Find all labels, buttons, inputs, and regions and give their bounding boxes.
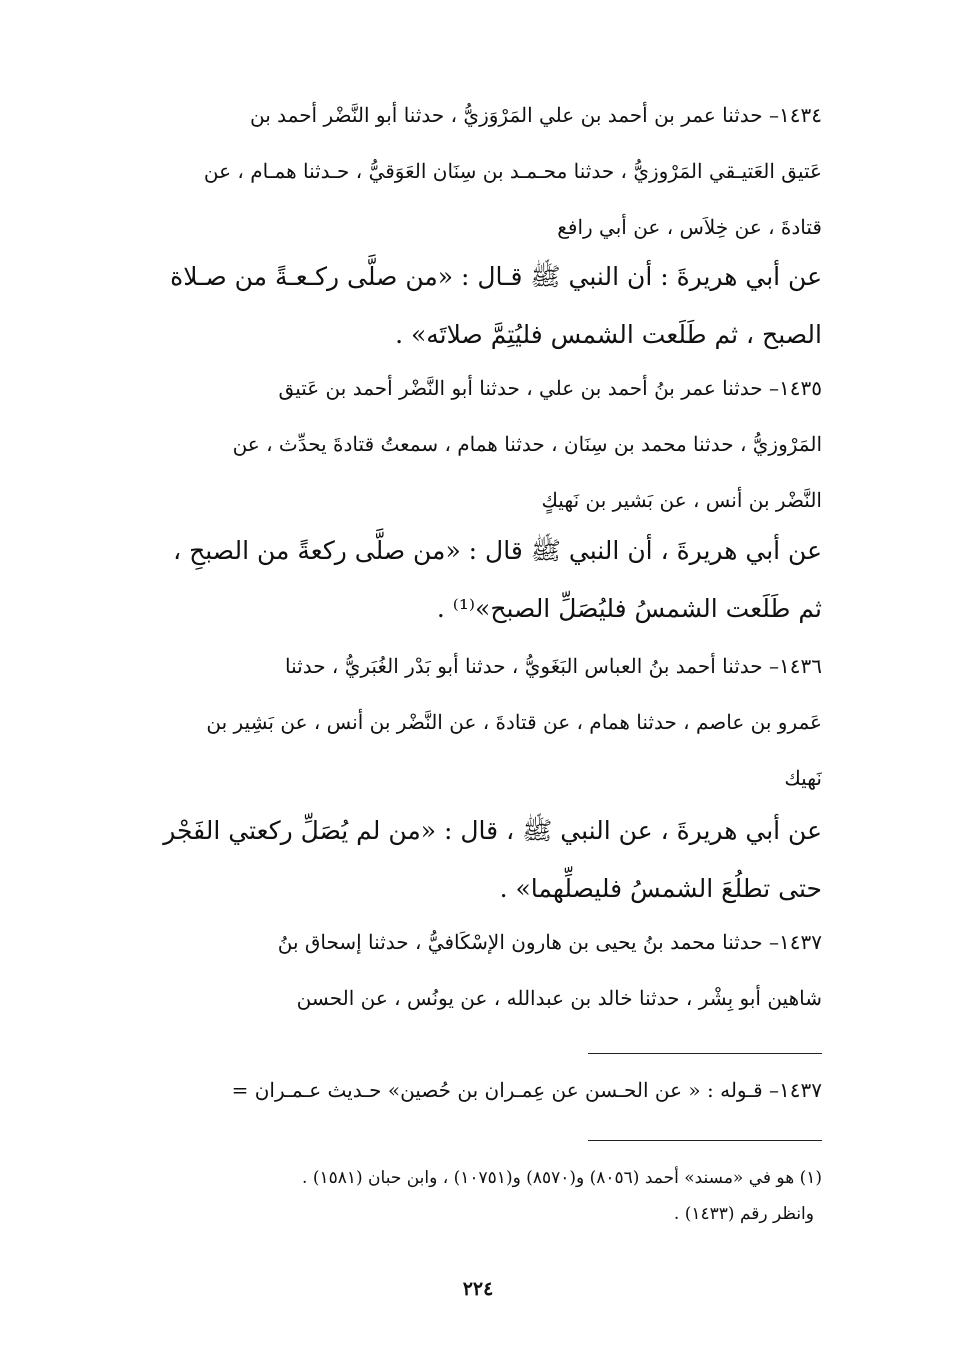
chain-line: ١٤٣٧– حدثنا محمد بنُ يحيى بن هارون الإسْكَافيُّ ، حدثنا إسحاق بنُ (277, 930, 822, 954)
chain-line: ١٤٣٦– حدثنا أحمد بنُ العباس البَغَويُّ ، حدثنا أبو بَدْر الغُبَريُّ ، حدثنا (285, 654, 822, 678)
footnote-line: (١) هو في «مسند» أحمد (٨٠٥٦) و(٨٥٧٠) و(١٠٧٥١) ، وابن حبان (١٥٨١) . (302, 1168, 822, 1188)
chain-line: شاهين أبو بِشْر ، حدثنا خالد بن عبدالله ، عن يونُس ، عن الحسن (296, 986, 822, 1010)
hadith-1436-chain (116, 638, 822, 806)
text-line: عن أبي هريرةَ ، أن النبي ﷺ قال : «من صلَّى ركعةً من الصبحِ ، (173, 536, 822, 565)
footnotes (116, 1160, 822, 1232)
page-number: ٢٢٤ (462, 1278, 494, 1300)
text-line: عن أبي هريرةَ : أن النبي ﷺ قـال : «من صلَّى ركـعـةً من صـلاة (170, 262, 822, 291)
chain-line: ١٤٣٤– حدثنا عمر بن أحمد بن علي المَرْوَزيُّ ، حدثنا أبو النَّضْر أحمد بن (249, 103, 822, 127)
text-line: ثم طَلَعت الشمسُ فليُصَلِّ الصبح»⁽¹⁾ . (436, 594, 822, 623)
hadith-1434-text (116, 248, 822, 364)
chain-line: النَّضْر بن أنس ، عن بَشير بن نَهيكٍ (541, 488, 822, 512)
commentary (116, 1070, 822, 1110)
hadith-1435-chain (116, 360, 822, 528)
hadith-1437-chain (116, 914, 822, 1026)
chain-line: نَهيك (784, 766, 822, 790)
text-line: الصبح ، ثم طَلَعت الشمس فليُتِمَّ صلاتَه» . (395, 320, 822, 349)
chain-line: ١٤٣٥– حدثنا عمر بنُ أحمد بن علي ، حدثنا أبو النَّضْر أحمد بن عَتيق (278, 376, 822, 400)
chain-line: عَمرو بن عاصم ، حدثنا همام ، عن قتادةَ ، عن النَّضْر بن أنس ، عن بَشِير بن (206, 710, 822, 734)
commentary-separator (588, 1053, 822, 1054)
chain-line: قتادةَ ، عن خِلاَس ، عن أبي رافع (557, 215, 822, 239)
footnote-separator (588, 1140, 822, 1141)
chain-line: عَتيق العَتيـقي المَرْوزيُّ ، حدثنا محـمـد بن سِنَان العَوَقيُّ ، حـدثنا همـام ، عن (203, 159, 822, 183)
commentary-line: ١٤٣٧– قـوله : « عن الحـسن عن عِمـران بن حُصين» حـديث عـمـران = (231, 1078, 822, 1102)
hadith-1435-text (116, 522, 822, 638)
text-line: عن أبي هريرةَ ، عن النبي ﷺ ، قال : «من لم يُصَلِّ ركعتي الفَجْر (163, 816, 822, 845)
text-line: حتى تطلُعَ الشمسُ فليصلِّهما» . (499, 874, 822, 903)
hadith-1436-text (116, 802, 822, 918)
hadith-1434-chain (116, 87, 822, 255)
chain-line: المَرْوزيُّ ، حدثنا محمد بن سِنَان ، حدثنا همام ، سمعتُ قتادةَ يحدِّث ، عن (232, 432, 822, 456)
footnote-line: وانظر رقم (١٤٣٣) . (673, 1204, 814, 1224)
